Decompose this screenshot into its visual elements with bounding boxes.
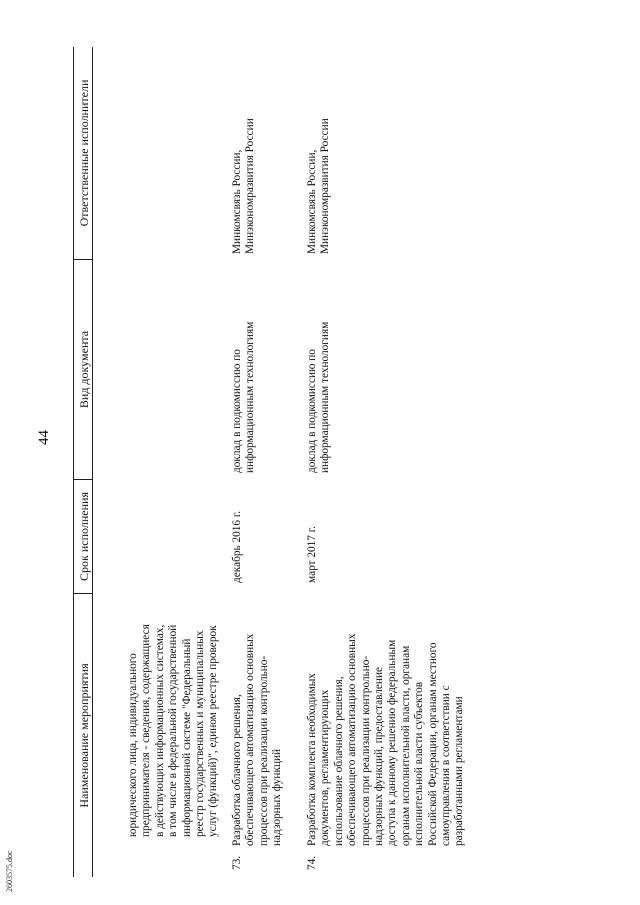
- row-name-line: надзорных функций, предоставление: [373, 666, 386, 846]
- row-executors: [306, 118, 333, 254]
- continuation-line: услуг (функций)", едином реестре проверок: [207, 625, 220, 837]
- header-bottom-border: [92, 47, 93, 877]
- rotated-table: [67, 47, 640, 877]
- row-name-line: разработанными регламентами: [453, 696, 466, 846]
- header-name: Наименование мероприятия: [77, 663, 91, 808]
- row-doc-type-line: доклад в подкомиссию по: [231, 349, 243, 473]
- row-name-line: документов, регламентирующих: [319, 689, 332, 846]
- row-name-line: использование облачного решения,: [332, 676, 345, 846]
- row-name-line: обеспечивающего автоматизацию основных: [346, 633, 359, 846]
- continuation-text: [127, 624, 221, 837]
- row-name-line: обеспечивающего автоматизацию основных: [244, 633, 257, 846]
- row-doc-type-line: информационным технологиям: [244, 321, 257, 473]
- header-deadline: Срок исполнения: [77, 492, 91, 581]
- continuation-line: юридического лица, индивидуального: [127, 653, 139, 837]
- row-name-line: исполнительной власти субъектов: [413, 681, 426, 846]
- row-name-line: процессов при реализации контрольно-: [257, 655, 270, 846]
- row-name-line: надзорных функций: [271, 748, 284, 846]
- row-name-line: Российской Федерации, органам местного: [426, 642, 439, 846]
- row-name-line: органам исполнительной власти, органам: [399, 645, 412, 846]
- row-name: [231, 634, 285, 846]
- row-executors: [231, 118, 258, 254]
- row-number: 73.: [231, 855, 243, 870]
- row-doc-type: [306, 322, 333, 473]
- table-top-border: [73, 47, 74, 877]
- row-name-line: доступа к данному решению федеральным: [386, 639, 399, 846]
- row-name-line: Разработка комплекта необходимых: [306, 673, 318, 846]
- row-executors-line: Минэкономразвития России: [319, 118, 332, 254]
- continuation-line: предпринимателя - сведения, содержащиеся: [140, 624, 153, 837]
- row-number: 74.: [306, 855, 318, 870]
- row-executors-line: Минкомсвязь России,: [306, 149, 318, 254]
- continuation-line: в том числе в федеральной государственной: [167, 624, 180, 837]
- row-executors-line: Минкомсвязь России,: [231, 149, 243, 254]
- footer-filename: 2603575.doc: [5, 850, 14, 892]
- continuation-line: реестр государственных и муниципальных: [194, 630, 207, 837]
- row-deadline: декабрь 2016 г.: [231, 510, 243, 583]
- continuation-line: в действующих информационных системах,: [153, 624, 166, 837]
- row-name-line: самоуправления в соответствии с: [440, 685, 453, 846]
- page-number: 44: [36, 430, 52, 445]
- row-name-line: Разработка облачного решения,: [231, 694, 243, 846]
- row-name-line: процессов при реализации контрольно-: [359, 655, 372, 846]
- row-doc-type: [231, 322, 258, 473]
- header-doc-type: Вид документа: [77, 330, 91, 409]
- header-executors: Ответственные исполнители: [77, 79, 91, 227]
- row-doc-type-line: информационным технологиям: [319, 321, 332, 473]
- row-doc-type-line: доклад в подкомиссию по: [306, 349, 318, 473]
- row-executors-line: Минэкономразвития России: [244, 118, 257, 254]
- row-name: [306, 634, 467, 846]
- continuation-line: информационной системе "Федеральный: [180, 638, 193, 837]
- row-deadline: март 2017 г.: [306, 526, 318, 583]
